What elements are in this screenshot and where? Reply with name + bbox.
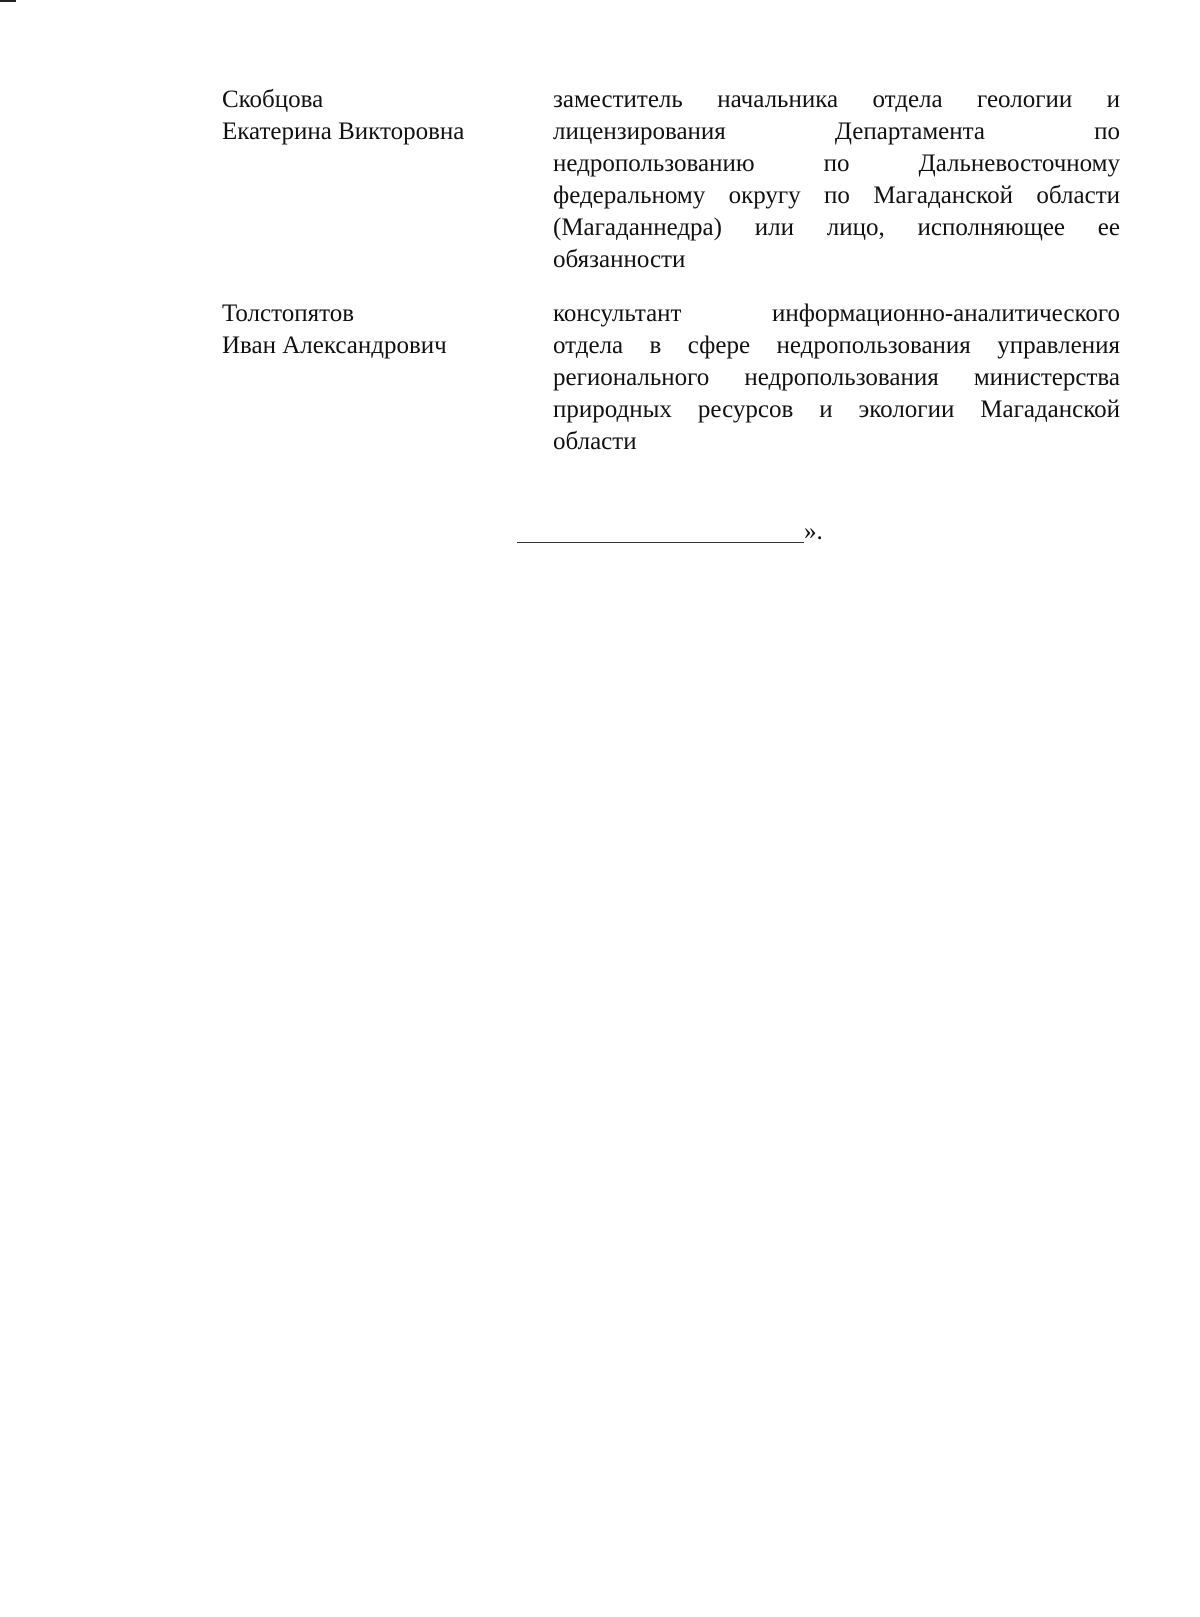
member-given-names: Иван Александрович [222,332,447,359]
closing-underline [517,542,804,543]
position-line: консультант информационно-аналитического [553,300,1120,327]
member-surname: Толстопятов [222,300,355,327]
scan-corner-mark [0,0,16,2]
position-line: лицензирования Департамента по [553,118,1120,145]
position-line: обязанности [553,246,686,273]
member-given-names: Екатерина Викторовна [222,118,465,145]
member-surname: Скобцова [222,86,324,113]
member-position [553,84,1120,276]
position-line: отдела в сфере недропользования управления [553,332,1120,359]
closing-rule [517,516,837,550]
position-line: регионального недропользования министерства [553,364,1120,391]
member-position [553,298,1120,458]
member-name [222,298,522,362]
position-line: федеральному округу по Магаданской области [553,182,1120,209]
position-line: заместитель начальника отдела геологии и [553,86,1120,113]
position-line: (Магаданнедра) или лицо, исполняющее ее [553,214,1120,241]
position-line: области [553,428,637,455]
position-line: природных ресурсов и экологии Магаданской [553,396,1120,423]
member-name [222,84,522,148]
closing-quote-mark: ». [804,518,823,545]
position-line: недропользованию по Дальневосточному [553,150,1120,177]
